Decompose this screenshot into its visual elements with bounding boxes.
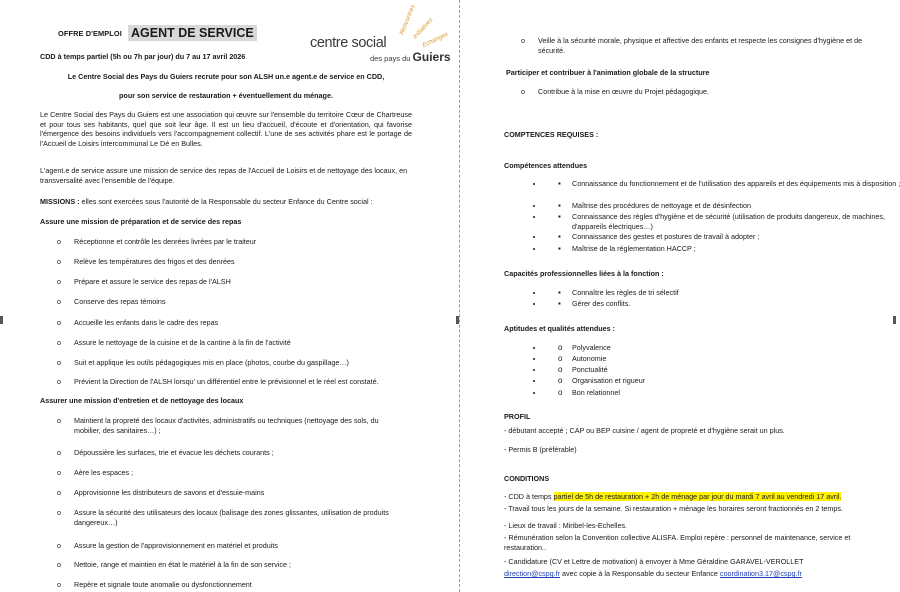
recruit-line-2: pour son service de restauration + éventuellement du ménage.	[119, 91, 333, 100]
top-list	[504, 36, 876, 55]
circle-bullet-icon: o	[521, 36, 525, 45]
circle-bullet-icon: • o	[558, 388, 563, 398]
list-item	[40, 297, 412, 307]
list-item-wrapper	[40, 508, 402, 527]
circle-bullet-icon: • o	[558, 354, 563, 364]
candidature-line: - Candidature (CV et Lettre de motivation) à envoyer à Mme Géraldine GARAVEL-VEROLLET	[504, 557, 804, 566]
circle-bullet-icon: • o	[558, 376, 563, 386]
list-item-text: Maîtrise de la réglementation HACCP ;	[572, 244, 696, 254]
logo-subtitle-prefix: des pays du	[370, 54, 411, 63]
cdd-prefix: - CDD à temps	[504, 492, 554, 501]
circle-bullet-icon: o	[57, 488, 61, 497]
list-item	[544, 376, 900, 386]
copy-text: avec copie à la Responsable du secteur Enfance	[560, 569, 720, 578]
circle-bullet-icon: o	[57, 377, 61, 386]
conditions-title: CONDITIONS	[504, 474, 550, 483]
margin-marker	[456, 316, 459, 324]
circle-bullet-icon: o	[57, 508, 61, 517]
list-item-text: Prépare et assure le service des repas de l'ALSH	[74, 277, 231, 286]
list-item-text: Connaître les règles de tri sélectif	[572, 288, 679, 298]
square-bullet-icon: • ▪	[558, 212, 561, 222]
square-bullet-icon: • ▪	[558, 201, 561, 211]
list-item-wrapper	[504, 354, 900, 364]
square-bullet-icon: • ▪	[558, 288, 561, 298]
missions-label: MISSIONS :	[40, 197, 80, 206]
cdd-line	[504, 492, 876, 502]
offer-label: OFFRE D'EMPLOI	[58, 29, 122, 38]
list-item-text: Gérer des conflits.	[572, 299, 631, 309]
margin-marker	[0, 316, 3, 324]
list-item	[40, 358, 412, 368]
list-item	[504, 87, 876, 97]
list-item-text: Prévient la Direction de l'ALSH lorsqu' un différentiel entre le prévisionnel et le réel est constaté.	[74, 377, 379, 386]
list-item-text: Nettoie, range et maintien en état le matériel à la fin de son service ;	[74, 560, 291, 569]
list-item-wrapper	[504, 376, 900, 386]
circle-bullet-icon: o	[57, 416, 61, 425]
circle-bullet-icon: o	[57, 448, 61, 457]
list-item-text: Approvisionne les distributeurs de savons et d'essuie-mains	[74, 488, 265, 497]
participate-title: Participer et contribuer à l'animation globale de la structure	[506, 68, 710, 77]
logo-subtitle	[370, 50, 451, 66]
logo-word: Initiatives	[411, 16, 435, 41]
list-item-text: Repère et signale toute anomalie ou dysfonctionnement	[74, 580, 252, 589]
circle-bullet-icon: o	[57, 541, 61, 550]
list-item	[544, 201, 900, 211]
circle-bullet-icon: o	[57, 560, 61, 569]
cdd-highlight: partiel de 5h de restauration + 2h de ménage par jour du mardi 7 avril au vendredi 17 avril.	[553, 492, 842, 501]
list-item-text: Maintient la propreté des locaux d'activités, administratifs ou techniques (nettoyage des sols, du mobilier, des sanitaires…) ;	[74, 416, 379, 435]
remuneration-line: - Rémunération selon la Convention collective ALISFA. Emploi repère : personnel de maintenance, service et restauration..	[504, 533, 851, 552]
list-item	[40, 338, 412, 348]
list-item-text: Polyvalence	[572, 343, 611, 353]
mission-paragraph: L'agent.e de service assure une mission de service des repas de l'Accueil de Loisirs et de nettoyage des locaux, en transversalité avec l'ensemble de l'équipe.	[40, 166, 408, 185]
list-item	[40, 560, 402, 570]
list-item-text: Assure le nettoyage de la cuisine et de la cantine à la fin de l'activité	[74, 338, 291, 347]
list-item-wrapper	[40, 318, 412, 328]
circle-bullet-icon: • o	[558, 365, 563, 375]
list-item	[40, 237, 412, 247]
list-item-wrapper	[504, 232, 900, 242]
list-item-wrapper	[40, 377, 412, 387]
logo-word: Rencontres	[398, 3, 417, 36]
square-bullet-icon: • ▪	[558, 299, 561, 309]
list-item	[40, 541, 402, 551]
list-item-wrapper	[40, 448, 402, 458]
square-bullet-icon: • ▪	[558, 179, 561, 189]
list-item	[544, 232, 900, 242]
column-divider	[459, 0, 460, 592]
list-item-wrapper	[40, 237, 412, 247]
list-item-wrapper	[504, 343, 900, 353]
list-item	[544, 343, 900, 353]
list-item	[544, 179, 900, 189]
list-item-wrapper	[504, 388, 900, 398]
list-item	[544, 388, 900, 398]
offer-header	[58, 24, 257, 41]
logo-name: centre social	[310, 35, 387, 51]
email-link-coordination[interactable]: coordination3.17@cspg.fr	[719, 569, 802, 578]
list-item-text: Relève les températures des frigos et des denrées	[74, 257, 235, 266]
profil-line-1: - débutant accepté ; CAP ou BEP cuisine / agent de propreté et d'hygiène serait un plus.	[504, 426, 785, 435]
circle-bullet-icon: o	[57, 237, 61, 246]
section1-title: Assure une mission de préparation et de service des repas	[40, 217, 242, 226]
list-item	[544, 299, 900, 309]
recruit-line-1: Le Centre Social des Pays du Guiers recrute pour son ALSH un.e agent.e de service en CDD,	[67, 72, 385, 81]
circle-bullet-icon: o	[57, 358, 61, 367]
list-item-wrapper	[40, 468, 402, 478]
list-item-text: Autonomie	[572, 354, 607, 364]
circle-bullet-icon: o	[57, 338, 61, 347]
list-item-text: Assure la sécurité des utilisateurs des locaux (balisage des zones glissantes, utilisation de produits dangereux…)	[74, 508, 389, 527]
list-item	[40, 508, 402, 527]
list-item	[40, 277, 412, 287]
list-item	[40, 416, 402, 435]
circle-bullet-icon: o	[57, 277, 61, 286]
circle-bullet-icon: o	[57, 318, 61, 327]
list-item	[544, 365, 900, 375]
list-item-text: Dépoussière les surfaces, trie et évacue les déchets courants ;	[74, 448, 274, 457]
capacites-title: Capacités professionnelles liées à la fonction :	[504, 269, 664, 278]
list-item-text: Assure la gestion de l'approvisionnement en matériel et produits	[74, 541, 278, 550]
list-item-wrapper	[40, 488, 402, 498]
circle-bullet-icon: • o	[558, 343, 563, 353]
list-item-wrapper	[504, 212, 900, 231]
square-bullet-icon: • ▪	[558, 232, 561, 242]
list-item-text: Ponctualité	[572, 365, 608, 375]
logo-word: Échanges	[421, 30, 450, 50]
list-item	[544, 244, 900, 254]
section2-title: Assurer une mission d'entretien et de nettoyage des locaux	[40, 396, 244, 405]
logo-subtitle-big: Guiers	[412, 50, 451, 64]
contract-line: CDD à temps partiel (5h ou 7h par jour) du 7 au 17 avril 2026	[40, 52, 246, 61]
list-item	[544, 354, 900, 364]
missions-line	[40, 197, 412, 207]
circle-bullet-icon: o	[57, 580, 61, 589]
list-item-wrapper	[504, 288, 900, 298]
list-item-text: Aère les espaces ;	[74, 468, 134, 477]
lieux-line: - Lieux de travail : Miribel-les-Echelles.	[504, 521, 628, 530]
list-item-wrapper	[40, 358, 412, 368]
list-item-wrapper	[40, 541, 402, 551]
intro-paragraph: Le Centre Social des Pays du Guiers est une association qui œuvre sur l'ensemble du territoire Cœur de Chartreuse et pour tous ses habitants, quel que soit leur âge. Il est un lieu d'accueil, d'écoute et d'orientation, qui favorise l'émergence des besoins individuels vers l'accompagnement collectif. L'une de ses activités phare est le portage de l'Accueil de Loisirs intercommunal Le Dé en Bulles.	[40, 110, 412, 148]
list-item-text: Accueille les enfants dans le cadre des repas	[74, 318, 219, 327]
participate-list	[504, 87, 876, 97]
list-item-wrapper	[40, 277, 412, 287]
list-item-wrapper	[40, 338, 412, 348]
list-item-wrapper	[40, 257, 412, 267]
circle-bullet-icon: o	[57, 257, 61, 266]
circle-bullet-icon: o	[57, 468, 61, 477]
travail-line: - Travail tous les jours de la semaine. Si restauration + ménage les horaires seront fractionnés en 2 temps.	[504, 504, 843, 513]
list-item-text: Maîtrise des procédures de nettoyage et de désinfection	[572, 201, 751, 211]
circle-bullet-icon: o	[521, 87, 525, 96]
list-item-wrapper	[504, 299, 900, 309]
circle-bullet-icon: o	[57, 297, 61, 306]
job-title: AGENT DE SERVICE	[128, 25, 257, 41]
list-item	[40, 448, 402, 458]
list-item	[40, 488, 402, 498]
list-item	[40, 580, 402, 590]
list-item-text: Réceptionne et contrôle les denrées livrées par le traiteur	[74, 237, 257, 246]
list-item-wrapper	[40, 560, 402, 570]
margin-marker	[893, 316, 896, 324]
profil-line-2: - Permis B (préférable)	[504, 445, 577, 454]
list-item-text: Veille à la sécurité morale, physique et affective des enfants et respecte les consignes d'hygiène et de sécurité.	[538, 36, 863, 55]
list-item	[504, 36, 876, 55]
list-item-wrapper	[504, 201, 900, 211]
list-item	[40, 377, 412, 387]
list-item	[40, 257, 412, 267]
list-item-text: Connaissance des gestes et postures de travail à adopter ;	[572, 232, 760, 242]
list-item-wrapper	[40, 580, 402, 590]
list-item-text: Bon relationnel	[572, 388, 620, 398]
aptitudes-title: Aptitudes et qualités attendues :	[504, 324, 616, 333]
list-item-text: Suit et applique les outils pédagogiques mis en place (photos, courbe du gaspillage…)	[74, 358, 349, 367]
list-item-wrapper	[504, 179, 900, 189]
competences-title: COMPTENCES REQUISES :	[504, 130, 599, 139]
list-item-wrapper	[504, 365, 900, 375]
list-item	[544, 212, 900, 231]
profil-title: PROFIL	[504, 412, 531, 421]
list-item-text: Connaissance des règles d'hygiène et de sécurité (utilisation de produits dangereux, de machines, d'appareils électriques…)	[572, 212, 886, 231]
list-item-text: Conserve des repas témoins	[74, 297, 166, 306]
missions-text: elles sont exercées sous l'autorité de la Responsable du secteur Enfance du Centre social :	[79, 197, 373, 206]
competences-attendues-title: Compétences attendues	[504, 161, 588, 170]
list-item-wrapper	[40, 297, 412, 307]
list-item-text: Contribue à la mise en œuvre du Projet pédagogique.	[538, 87, 710, 96]
list-item-wrapper	[504, 244, 900, 254]
list-item	[544, 288, 900, 298]
square-bullet-icon: • ▪	[558, 244, 561, 254]
list-item-wrapper	[40, 416, 402, 435]
centre-social-logo	[310, 3, 460, 64]
list-item-text: Organisation et rigueur	[572, 376, 646, 386]
contact-line	[504, 569, 876, 579]
email-link-direction[interactable]: direction@cspg.fr	[504, 569, 561, 578]
list-item-text: Connaissance du fonctionnement et de l'utilisation des appareils et des équipements mis à disposition ;	[572, 179, 900, 189]
list-item	[40, 468, 402, 478]
list-item	[40, 318, 412, 328]
